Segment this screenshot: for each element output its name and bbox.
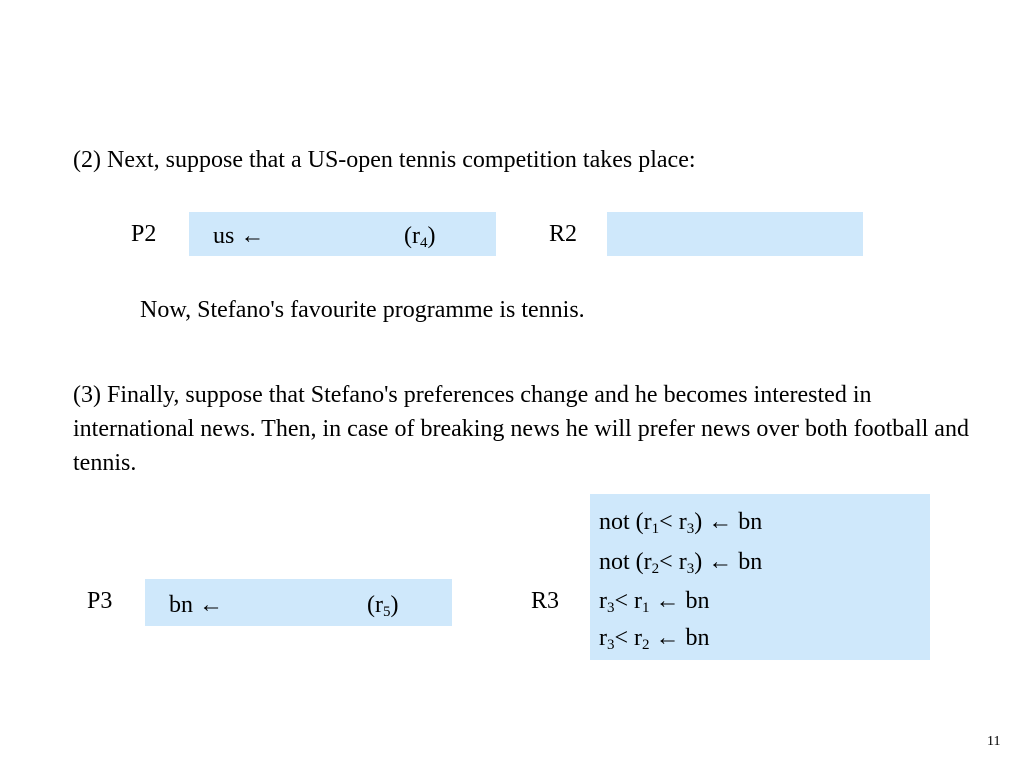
rule-tag-prefix: (r	[404, 223, 420, 249]
r2-preferences-box	[607, 212, 863, 256]
left-arrow-icon: ←	[240, 223, 265, 249]
rule-op: < r	[614, 588, 643, 614]
p2-program-box	[189, 212, 496, 256]
rule-tag-suffix: )	[427, 223, 436, 249]
p3-rule-head	[169, 591, 223, 619]
rule-text: )	[694, 509, 703, 535]
rule-body: bn	[685, 588, 710, 614]
rule-op: < r	[659, 509, 687, 535]
rule-index: 3	[607, 600, 615, 616]
r3-rule-1	[599, 508, 762, 536]
rule-op: < r	[659, 549, 687, 575]
rule-text: not (r	[599, 549, 652, 575]
rule-op: < r	[614, 625, 643, 651]
rule-text: )	[694, 549, 703, 575]
left-arrow-icon: ←	[708, 509, 733, 535]
p3-rule-tag	[367, 591, 398, 619]
rule-tag-prefix: (r	[367, 592, 383, 618]
left-arrow-icon: ←	[655, 588, 680, 614]
r3-preferences-box	[590, 494, 930, 660]
r3-rule-3	[599, 587, 710, 615]
section-2-heading: (2) Next, suppose that a US-open tennis competition takes place:	[73, 147, 696, 173]
p3-program-box	[145, 579, 452, 626]
p2-label: P2	[131, 221, 157, 247]
page-number: 11	[987, 734, 1001, 749]
rule-body: bn	[738, 549, 763, 575]
section-2-note: Now, Stefano's favourite programme is tennis.	[140, 297, 585, 323]
rule-index: 2	[651, 561, 660, 577]
rule-tag-index: 5	[382, 604, 391, 620]
section-3-paragraph: (3) Finally, suppose that Stefano's preferences change and he becomes interested in international news. Then, in case of breaking news he will prefer news over both football and tennis.	[73, 382, 969, 476]
rule-index: 1	[642, 600, 650, 616]
rule-index: 3	[686, 521, 695, 537]
rule-body: bn	[738, 509, 763, 535]
rule-index: 3	[607, 637, 615, 653]
rule-index: 3	[686, 561, 695, 577]
p3-label: P3	[87, 588, 113, 614]
rule-head-text: bn	[169, 592, 193, 618]
rule-text: r	[599, 588, 607, 614]
p2-rule-tag	[404, 222, 435, 250]
rule-tag-index: 4	[419, 235, 428, 251]
left-arrow-icon: ←	[655, 625, 680, 651]
left-arrow-icon: ←	[199, 592, 223, 618]
left-arrow-icon: ←	[708, 549, 733, 575]
rule-text: not (r	[599, 509, 652, 535]
p2-rule-head	[213, 222, 264, 250]
r3-rule-4	[599, 624, 710, 652]
r3-rule-2	[599, 548, 762, 576]
rule-head-text: us	[213, 223, 235, 249]
rule-text: r	[599, 625, 607, 651]
rule-body: bn	[685, 625, 710, 651]
r3-label: R3	[531, 588, 560, 614]
rule-tag-suffix: )	[390, 592, 399, 618]
rule-index: 2	[642, 637, 650, 653]
rule-index: 1	[651, 521, 660, 537]
r2-label: R2	[549, 221, 578, 247]
